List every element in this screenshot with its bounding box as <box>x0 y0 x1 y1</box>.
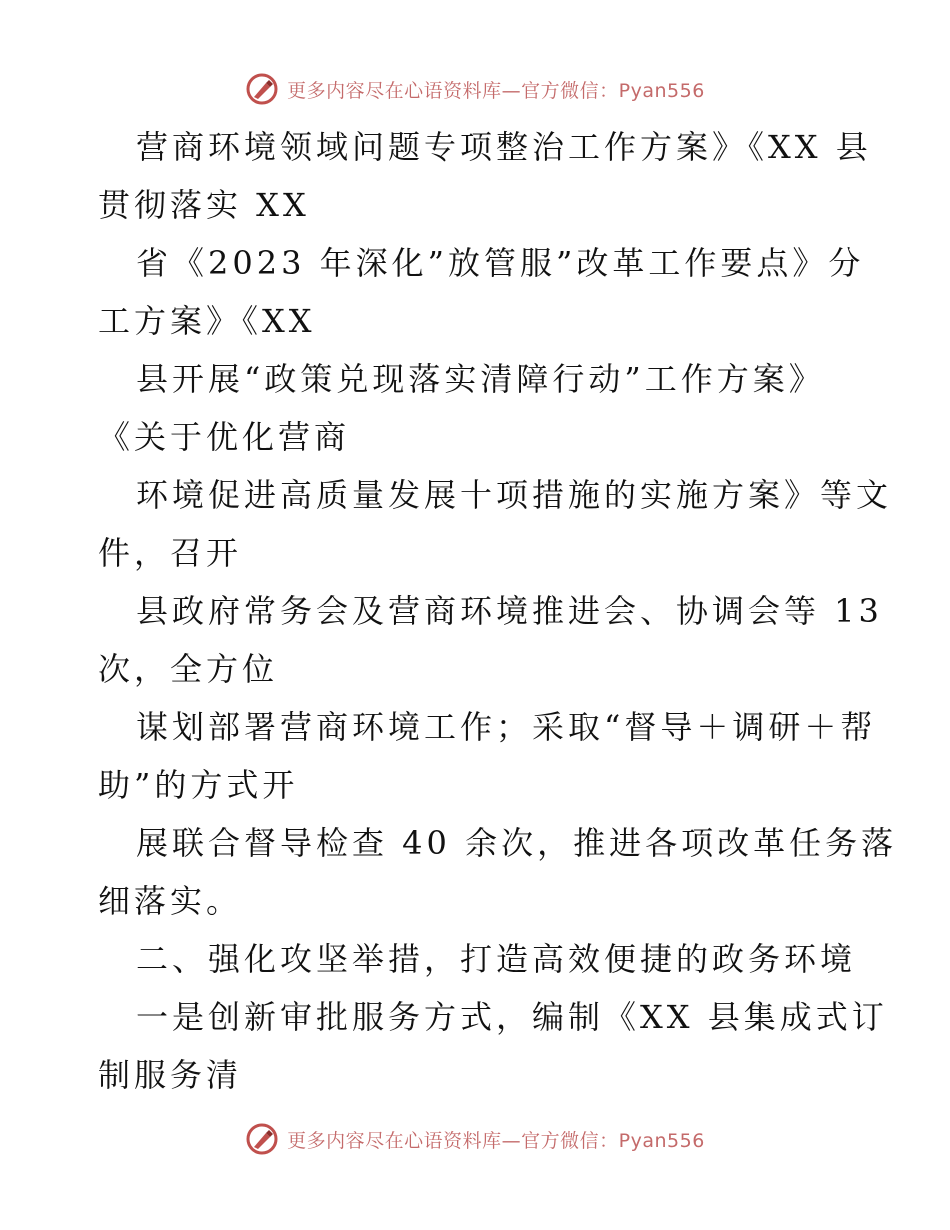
body-line: 展联合督导检查 40 余次，推进各项改革任务落 <box>136 824 898 862</box>
body-line: 次，全方位 <box>98 650 279 688</box>
pen-nib-logo-icon <box>245 72 279 106</box>
body-line: 环境促进高质量发展十项措施的实施方案》等文 <box>136 476 893 514</box>
body-line: 《关于优化营商 <box>98 418 351 456</box>
body-line: 一是创新审批服务方式，编制《XX 县集成式订 <box>136 998 888 1036</box>
body-line: 县政府常务会及营商环境推进会、协调会等 13 <box>136 592 883 630</box>
document-body <box>98 118 898 1104</box>
body-line: 助”的方式开 <box>98 766 299 804</box>
body-line: 细落实。 <box>98 882 243 920</box>
body-line: 营商环境领域问题专项整治工作方案》《XX 县 <box>136 128 872 166</box>
body-line: 工方案》《XX <box>98 302 316 340</box>
body-line: 谋划部署营商环境工作；采取“督导＋调研＋帮 <box>136 708 877 746</box>
pen-nib-logo-icon <box>245 1122 279 1156</box>
page-header-banner <box>0 72 950 106</box>
section-heading: 二、强化攻坚举措，打造高效便捷的政务环境 <box>136 940 857 978</box>
body-line: 贯彻落实 XX <box>98 186 310 224</box>
body-line: 省《2023 年深化”放管服”改革工作要点》分 <box>136 244 865 282</box>
body-line: 县开展“政策兑现落实清障行动”工作方案》 <box>136 360 825 398</box>
header-banner-text: 更多内容尽在心语资料库—官方微信：Pyan556 <box>287 79 705 102</box>
footer-banner-text: 更多内容尽在心语资料库—官方微信：Pyan556 <box>287 1129 705 1152</box>
body-line: 制服务清 <box>98 1056 243 1094</box>
page-footer-banner <box>0 1122 950 1156</box>
body-line: 件，召开 <box>98 534 243 572</box>
